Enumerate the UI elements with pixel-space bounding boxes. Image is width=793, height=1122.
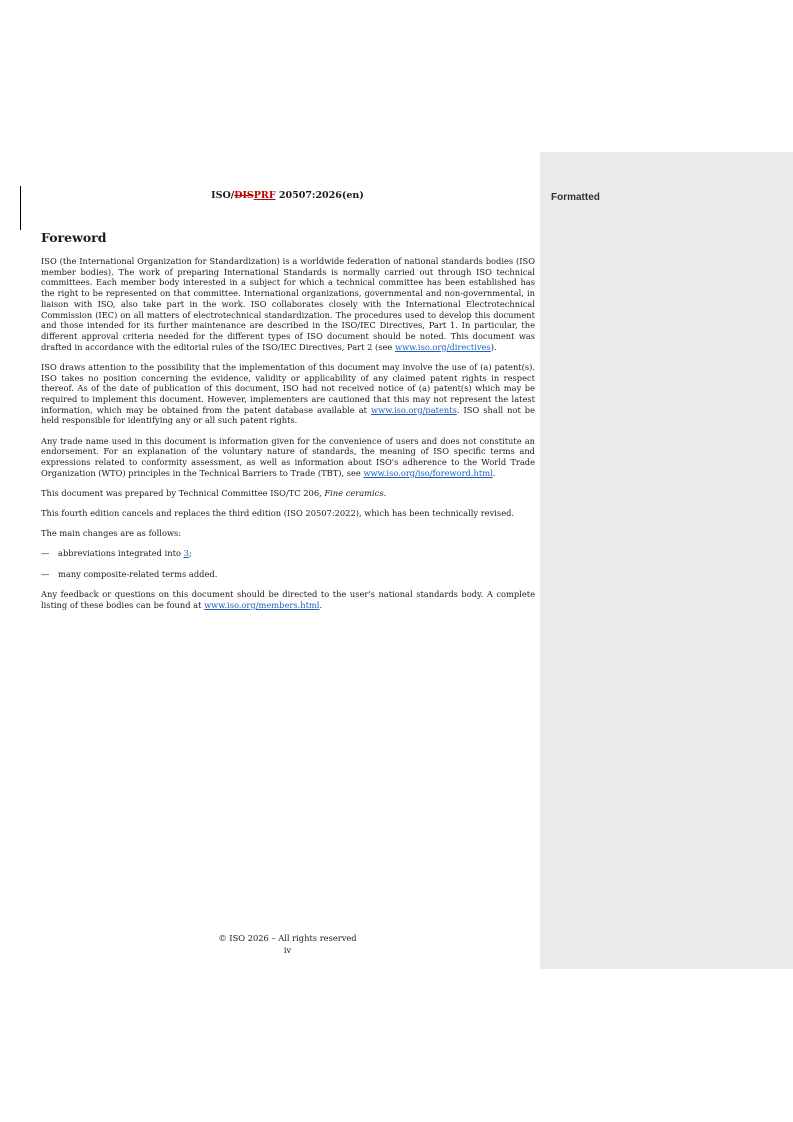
page-number: iv xyxy=(283,945,292,955)
paragraph-text: ISO (the International Organization for Standardization) is a worldwide federation of national standards bodies (ISO member bodies). The work of preparing International Standards is normally carried out through ISO technical committees. Each member body interested in a subject for which a technical committee has been established has the right to be represented on that committee. International organizations, governmental and non-governmental, in liaison with ISO, also take part in the work. ISO collaborates closely with the International Electrotechnical Commission (IEC) on all matters of electrotechnical standardization. The procedures used to develop this document and those intended for its further maintenance are described in the ISO/IEC Directives, Part 1. In particular, the different approval criteria needed for the different types of ISO document should be noted. This document was drafted in accordance with the editorial rules of the ISO/IEC Directives, Part 2 (see xyxy=(41,256,535,352)
paragraph-end: . xyxy=(492,467,496,478)
copyright-notice: © ISO 2026 – All rights reserved xyxy=(218,933,357,943)
patents-link[interactable]: www.iso.org/patents xyxy=(371,404,457,415)
paragraph-iso-overview xyxy=(41,256,535,352)
dash-bullet: — xyxy=(41,568,50,579)
paragraph-patents xyxy=(41,362,535,426)
list-item xyxy=(41,548,535,559)
paragraph-text: Any trade name used in this document is information given for the convenience of users and does not constitute an endorsement. For an explanation of the voluntary nature of standards, the meaning of ISO specific terms and expressions related to conformity assessment, as well as information about ISO's adherence to the World Trade Organization (WTO) principles in the Technical Barriers to Trade (TBT), see xyxy=(41,435,535,478)
paragraph-edition: This fourth edition cancels and replaces the third edition (ISO 20507:2022), which has been technically revised. xyxy=(41,508,515,519)
paragraph-end: . ISO shall not be held responsible for identifying any or all such patent rights. xyxy=(41,404,536,426)
paragraph-end: . xyxy=(383,487,387,498)
paragraph-text: This document was prepared by Technical Committee ISO/TC 206, xyxy=(41,487,325,498)
comments-pane xyxy=(540,152,793,969)
page-footer xyxy=(0,932,575,956)
dash-bullet: — xyxy=(41,548,50,559)
list-item-text: abbreviations integrated into xyxy=(58,548,184,559)
paragraph-trade-names xyxy=(41,436,535,479)
paragraph-text: ISO draws attention to the possibility that the implementation of this document may involve the use of (a) patent(s). ISO takes no position concerning the evidence, validity or applicability of any claimed patent rights in respect thereof. As of the date of publication of this document, ISO had not received notice of (a) patent(s) which may be required to implement this document. However, implementers are cautioned that this may not represent the latest information, which may be obtained from the patent database available at xyxy=(41,361,535,415)
paragraph-end: ). xyxy=(490,341,497,352)
doc-id-suffix: 20507:2026(en) xyxy=(275,190,364,201)
committee-title: Fine ceramics xyxy=(324,487,384,498)
comments-pane-label: Formatted xyxy=(551,192,600,203)
list-item-end: ; xyxy=(188,548,192,559)
document-identifier xyxy=(0,190,575,201)
page-body xyxy=(41,230,535,620)
paragraph-feedback xyxy=(41,589,535,610)
clause-3-link[interactable]: 3 xyxy=(183,548,189,559)
list-item xyxy=(41,569,535,580)
doc-id-prefix: ISO/ xyxy=(211,190,235,201)
section-heading: Foreword xyxy=(41,230,107,245)
directives-link[interactable]: www.iso.org/directives xyxy=(394,341,491,352)
list-item-text: many composite-related terms added. xyxy=(58,568,218,579)
paragraph-end: . xyxy=(319,599,323,610)
tracked-insertion[interactable]: PRF xyxy=(253,190,276,201)
tracked-deletion[interactable]: DIS xyxy=(234,190,254,201)
paragraph-committee xyxy=(41,488,535,499)
members-link[interactable]: www.iso.org/members.html xyxy=(204,599,320,610)
foreword-link[interactable]: www.iso.org/iso/foreword.html xyxy=(363,467,493,478)
paragraph-text: Any feedback or questions on this document should be directed to the user's national standards body. A complete listing of these bodies can be found at xyxy=(41,588,535,610)
paragraph-changes-intro: The main changes are as follows: xyxy=(41,528,182,539)
